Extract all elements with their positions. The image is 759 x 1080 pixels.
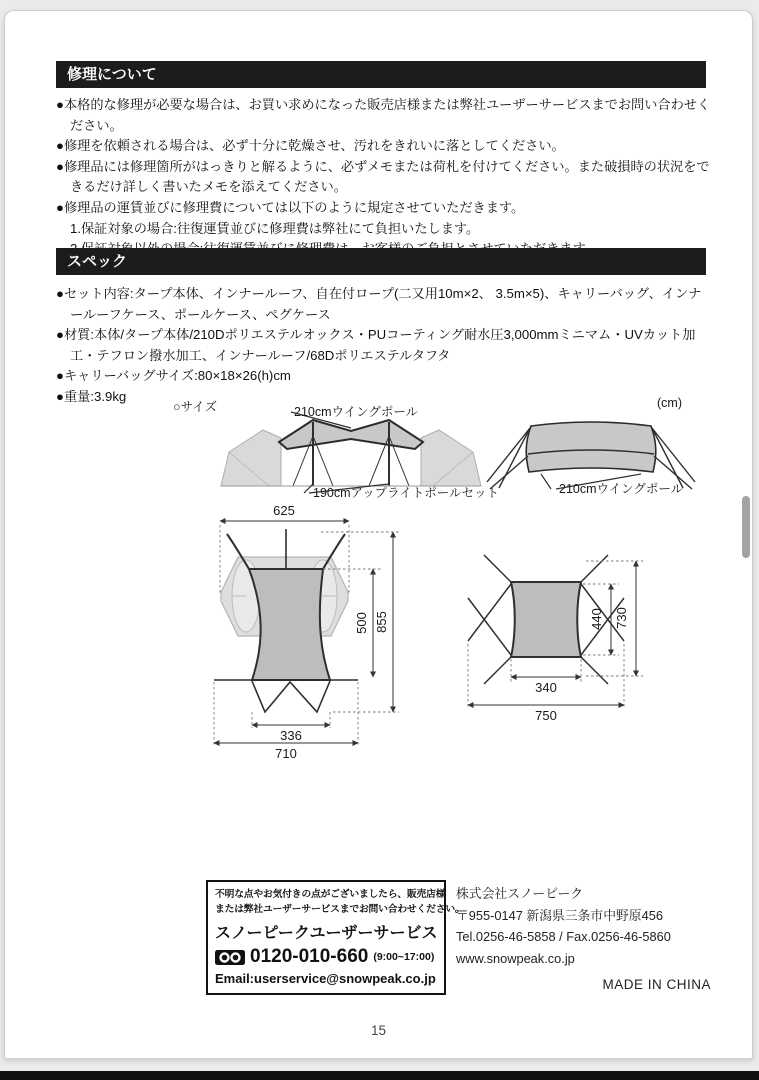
scrollbar-thumb[interactable] <box>742 496 750 558</box>
dim-top-width: 625 <box>273 503 295 518</box>
size-label: ○サイズ <box>173 400 218 414</box>
section-header-spec <box>56 248 706 275</box>
section-header-repair <box>56 61 706 88</box>
company-name: 株式会社スノーピーク <box>456 886 584 901</box>
viewer-bottom-edge <box>0 1071 759 1080</box>
dim-inner-width: 336 <box>280 728 302 743</box>
phone-hours: (9:00~17:00) <box>373 951 435 963</box>
repair-sub-item: 1.保証対象の場合:往復運賃並びに修理費は弊社にて負担いたします。 <box>70 220 480 236</box>
freedial-icon <box>215 950 245 965</box>
spec-text-block <box>56 284 711 408</box>
section-title-spec: スペック <box>67 253 128 270</box>
company-address: 〒955-0147 新潟県三条市中野原456 <box>456 907 663 923</box>
repair-bullet: ●本格的な修理が必要な場合は、お買い求めになった販売店様または弊社ユーザーサービスまでお問い合わせください。 <box>56 97 711 133</box>
spec-bullet: ●セット内容:タープ本体、インナールーフ、自在付ロープ(二又用10m×2、 3.5m×5)、キャリーバッグ、インナールーフケース、ポールケース、ペグケース <box>56 286 702 322</box>
made-in-label: MADE IN CHINA <box>602 977 711 992</box>
service-name: スノーピークユーザーサービス <box>215 925 438 942</box>
manual-page <box>4 10 753 1059</box>
dim-total-height: 855 <box>374 611 389 633</box>
spec-bullet: ●キャリーバッグサイズ:80×18×26(h)cm <box>56 368 291 384</box>
contact-email: Email:userservice@snowpeak.co.jp <box>215 971 436 986</box>
repair-bullet: ●修理品には修理箇所がはっきりと解るように、必ずメモまたは荷札を付けてください。また破損時の状況をできるだけ詳しく書いたメモを添えてください。 <box>56 158 710 195</box>
size-diagram-svg <box>41 394 711 774</box>
dim-inner-height: 500 <box>354 612 369 634</box>
front-plan-diagram <box>214 503 399 761</box>
dim-side-inner-width: 340 <box>535 680 557 695</box>
dim-side-inner-height: 440 <box>589 608 604 630</box>
front-elevation-diagram <box>221 405 499 500</box>
company-website: www.snowpeak.co.jp <box>456 950 575 966</box>
phone-row <box>215 946 437 968</box>
size-diagram-area <box>41 394 711 774</box>
section-title-repair: 修理について <box>67 66 157 83</box>
contact-note-line2: または弊社ユーザーサービスまでお問い合わせください。 <box>215 903 465 915</box>
company-tel-fax: Tel.0256-46-5858 / Fax.0256-46-5860 <box>456 929 671 944</box>
repair-bullet: ●修理を依頼される場合は、必ず十分に乾燥させ、汚れをきれいに落としてください。 <box>56 138 565 154</box>
repair-bullet: ●修理品の運賃並びに修理費については以下のように規定させていただきます。 <box>56 199 525 215</box>
dim-side-total-height: 730 <box>614 607 629 629</box>
repair-text-block <box>56 95 711 260</box>
front-bottom-pole-label: 190cmアップライトポールセット <box>313 486 500 500</box>
phone-number: 0120-010-660 <box>250 946 369 967</box>
dim-side-bottom-width: 750 <box>535 708 557 723</box>
side-pole-label: 210cmウイングポール <box>559 482 684 496</box>
dim-bottom-width: 710 <box>275 746 297 761</box>
front-top-pole-label: 210cmウイングポール <box>294 405 419 419</box>
contact-note-line1: 不明な点やお気付きの点がございましたら、販売店様 <box>215 889 446 900</box>
page-number: 15 <box>370 1023 387 1038</box>
spec-bullet: ●材質:本体/タープ本体/210Dポリエステルオックス・PUコーティング耐水圧3,000mmミニマム・UVカット加工・テフロン撥水加工、インナールーフ/68Dポリエステルタフタ <box>56 327 696 363</box>
side-elevation-diagram <box>487 422 695 496</box>
company-info-block <box>456 883 671 969</box>
side-plan-diagram <box>468 555 643 723</box>
spec-bullet: ●重量:3.9kg <box>56 388 127 404</box>
unit-label: (cm) <box>657 396 682 410</box>
